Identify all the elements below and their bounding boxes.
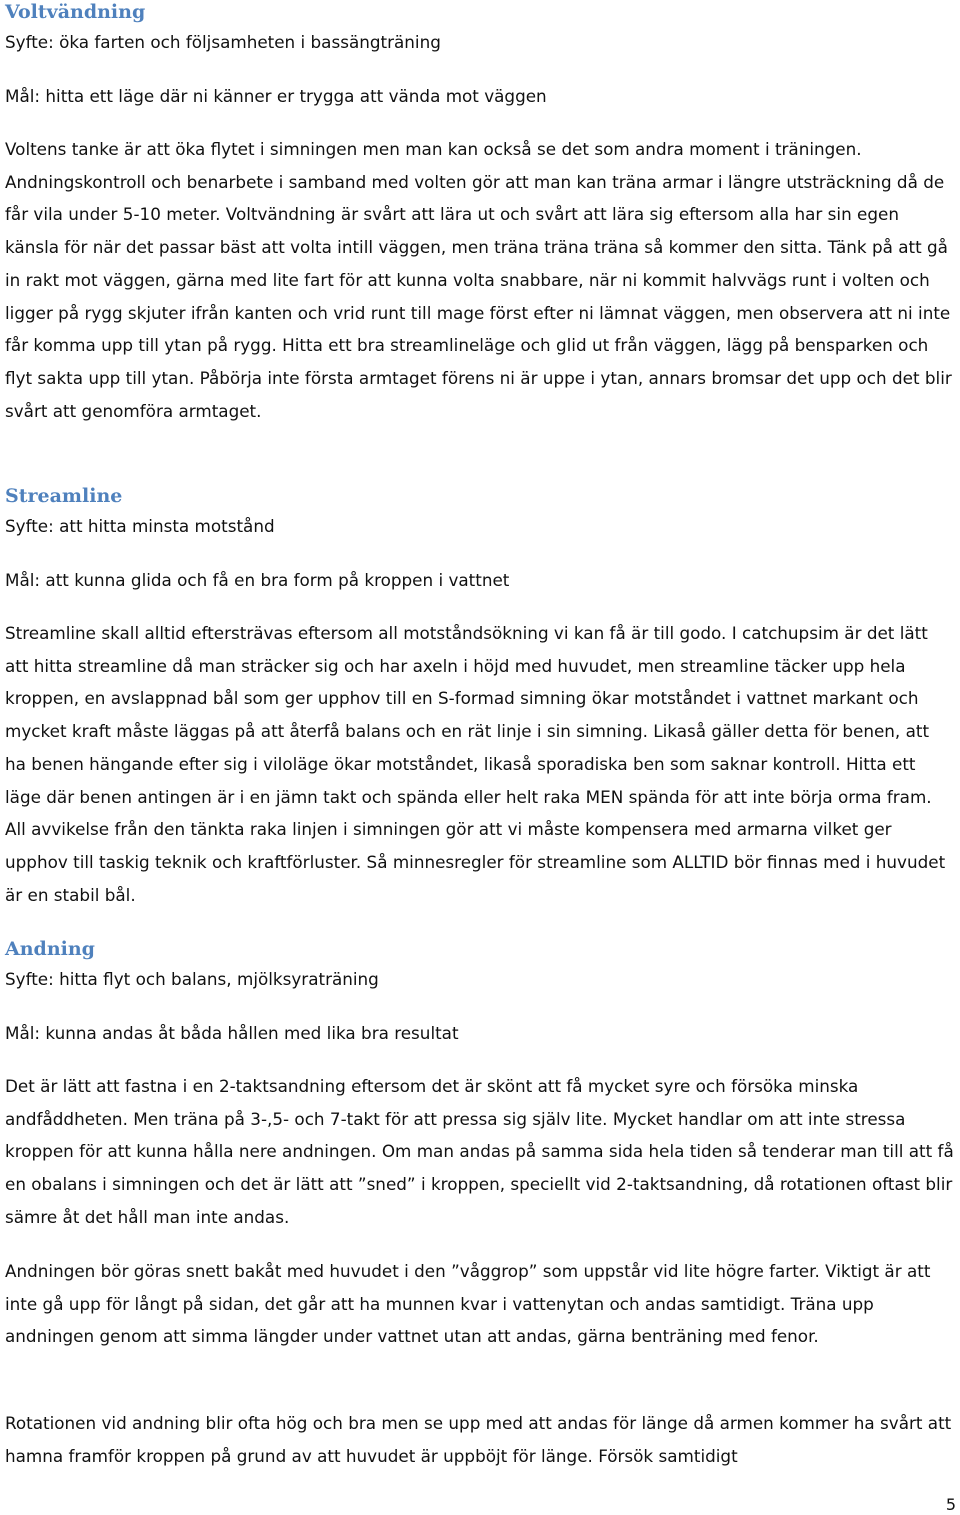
section-streamline <box>5 484 955 905</box>
section-goal: Mål: hitta ett läge där ni känner er trygga att vända mot väggen <box>5 86 547 106</box>
section-goal: Mål: att kunna glida och få en bra form på kroppen i vattnet <box>5 570 510 590</box>
section-heading: Voltvändning <box>5 1 146 23</box>
section-purpose: Syfte: hitta flyt och balans, mjölksyraträning <box>5 969 379 989</box>
page-number: 5 <box>945 1495 956 1514</box>
section-paragraph: Andningen bör göras snett bakåt med huvudet i den ”våggrop” som uppstår vid lite högre farter. Viktigt är att inte gå upp för långt på sidan, det går att ha munnen kvar i vattenytan och andas samtidigt. Träna upp andningen genom att simma längder under vattnet utan att andas, gärna benträning med fenor. <box>5 1261 931 1347</box>
section-paragraph: Det är lätt att fastna i en 2-taktsandning eftersom det är skönt att få mycket syre och försöka minska andfåddheten. Men träna på 3-,5- och 7-takt för att pressa sig själv lite. Mycket handlar om att inte stressa kroppen för att kunna hålla nere andningen. Om man andas på samma sida hela tiden så tenderar man till att få en obalans i simningen och det är lätt att ”sned” i kroppen, speciellt vid 2-taktsandning, då rotationen oftast blir sämre åt det håll man inte andas. <box>5 1076 954 1227</box>
section-purpose: Syfte: öka farten och följsamheten i bassängträning <box>5 32 441 52</box>
section-voltvandning <box>5 0 955 421</box>
section-paragraph: Voltens tanke är att öka flytet i simningen men man kan också se det som andra moment i träningen. Andningskontroll och benarbete i samband med volten gör att man kan träna armar i längre utsträckning då de får vila under 5-10 meter. Voltvändning är svårt att lära ut och svårt att lära sig eftersom alla har sin egen känsla för när det passar bäst att volta intill väggen, men träna träna träna så kommer den sitta. Tänk på att gå in rakt mot väggen, gärna med lite fart för att kunna volta snabbare, när ni kommit halvvägs runt i volten och ligger på rygg skjuter ifrån kanten och vrid runt till mage först efter ni lämnat väggen, men observera att ni inte får komma upp till ytan på rygg. Hitta ett bra streamlineläge och glid ut från väggen, lägg på bensparken och flyt sakta upp till ytan. Påbörja inte första armtaget förens ni är uppe i ytan, annars bromsar det upp och det blir svårt att genomföra armtaget. <box>5 139 952 421</box>
section-paragraph: Streamline skall alltid eftersträvas eftersom all motståndsökning vi kan få är till godo. I catchupsim är det lätt att hitta streamline då man sträcker sig och har axeln i höjd med huvudet, men streamline täcker upp hela kroppen, en avslappnad bål som ger upphov till en S-formad simning ökar motståndet i vattnet markant och mycket kraft måste läggas på att återfå balans och en rät linje i sin simning. Likaså gäller detta för benen, att ha benen hängande efter sig i viloläge ökar motståndet, likaså sporadiska ben som saknar kontroll. Hitta ett läge där benen antingen är i en jämn takt och spända eller helt raka MEN spända för att inte börja orma fram. All avvikelse från den tänkta raka linjen i simningen gör att vi måste kompensera med armarna vilket ger upphov till taskig teknik och kraftförluster. Så minnesregler för streamline som ALLTID bör finnas med i huvudet är en stabil bål. <box>5 623 946 905</box>
section-purpose: Syfte: att hitta minsta motstånd <box>5 516 275 536</box>
section-goal: Mål: kunna andas åt båda hållen med lika bra resultat <box>5 1023 459 1043</box>
section-andning <box>5 937 955 1466</box>
section-paragraph: Rotationen vid andning blir ofta hög och bra men se upp med att andas för länge då armen kommer ha svårt att hamna framför kroppen på grund av att huvudet är uppböjt för länge. Försök samtidigt <box>5 1413 952 1466</box>
section-heading: Streamline <box>5 485 123 507</box>
section-heading: Andning <box>5 938 95 960</box>
